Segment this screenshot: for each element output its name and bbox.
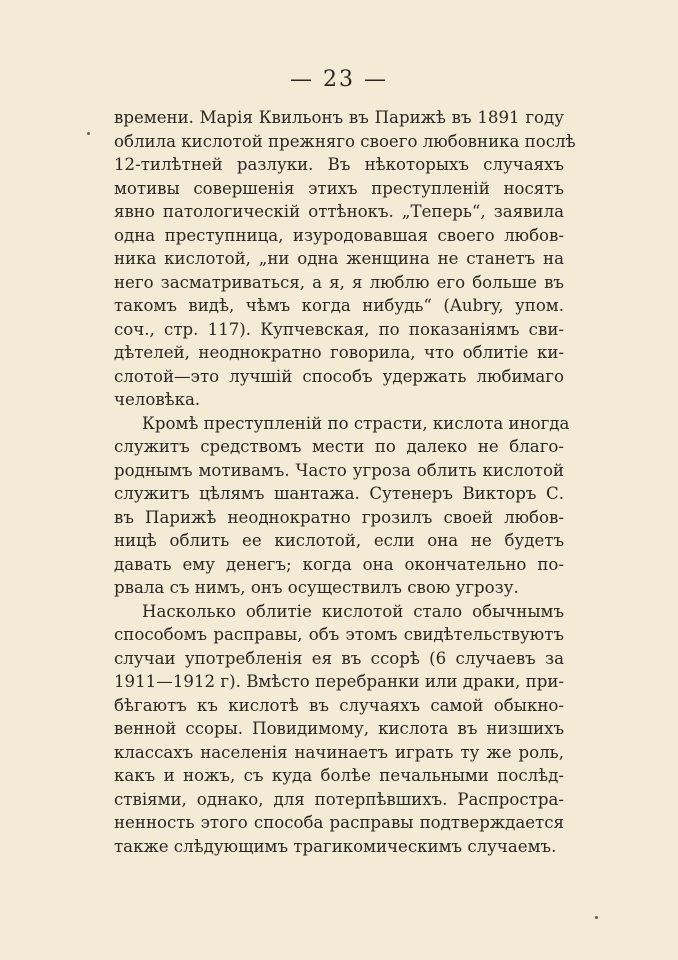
text-line: одна преступница, изуродовавшая своего любов- (114, 225, 564, 245)
text-line: времени. Марія Квильонъ въ Парижѣ въ 1891 году (114, 108, 564, 127)
paragraph-3 (114, 600, 564, 859)
text-line: мотивы совершенія этихъ преступленій носятъ (114, 178, 564, 198)
text-line: 12-тилѣтней разлуки. Въ нѣкоторыхъ случаяхъ (114, 155, 564, 174)
text-line: дѣтелей, неоднократно говорила, что облитіе ки- (114, 343, 564, 362)
page-number: — 23 — (290, 67, 388, 92)
text-line: классахъ населенія начинаетъ играть ту же роль, (114, 742, 564, 762)
text-line: слотой—это лучшій способъ удержать любимаго (114, 366, 564, 386)
text-line: венной ссоры. Повидимому, кислота въ низшихъ (114, 719, 564, 738)
text-line: ника кислотой, „ни одна женщина не станетъ на (114, 249, 564, 268)
text-line: ницѣ облить ее кислотой, если она не будетъ (114, 531, 564, 550)
text-line: него засматриваться, а я, я люблю его больше въ (114, 272, 564, 292)
text-line: 1911—1912 г). Вмѣсто перебранки или драки, при- (114, 672, 564, 691)
text-line: служитъ цѣлямъ шантажа. Сутенеръ Викторъ С. (114, 484, 564, 503)
text-line: случаи употребленія ея въ ссорѣ (6 случаевъ за (114, 648, 564, 668)
text-line: бѣгаютъ къ кислотѣ въ случаяхъ самой обыкно- (114, 695, 564, 715)
text-line: человѣка. (114, 390, 201, 409)
text-line: роднымъ мотивамъ. Часто угроза облить кислотой (114, 460, 564, 480)
body-text (114, 106, 576, 858)
text-line: служитъ средствомъ мести по далеко не благо- (114, 437, 564, 456)
text-line: способомъ расправы, объ этомъ свидѣтельствуютъ (114, 625, 564, 644)
text-line: рвала съ нимъ, онъ осуществилъ свою угрозу. (114, 578, 519, 597)
text-line: ствіями, однако, для потерпѣвшихъ. Распростра- (114, 789, 564, 809)
page-speck (595, 916, 598, 919)
page-speck (87, 132, 90, 135)
text-line: какъ и ножъ, съ куда болѣе печальными послѣд- (114, 766, 564, 785)
text-line: облила кислотой прежняго своего любовника послѣ (114, 131, 576, 151)
text-line: въ Парижѣ неоднократно грозилъ своей любов- (114, 507, 564, 527)
text-line: Кромѣ преступленій по страсти, кислота иногда (142, 413, 570, 433)
text-line: ненность этого способа расправы подтверждается (114, 813, 564, 832)
text-line: соч., стр. 117). Купчевская, по показаніямъ сви- (114, 319, 564, 339)
text-line: такомъ видѣ, чѣмъ когда нибудь“ (Aubry, упом. (114, 296, 564, 315)
text-line: Насколько облитіе кислотой стало обычнымъ (142, 601, 564, 621)
paragraph-1 (114, 106, 576, 412)
text-line: явно патологическій оттѣнокъ. „Теперь“, заявила (114, 202, 564, 221)
text-line: также слѣдующимъ трагикомическимъ случаемъ. (114, 836, 557, 856)
paragraph-2 (114, 412, 570, 600)
text-line: давать ему денегъ; когда она окончательно по- (114, 554, 564, 574)
